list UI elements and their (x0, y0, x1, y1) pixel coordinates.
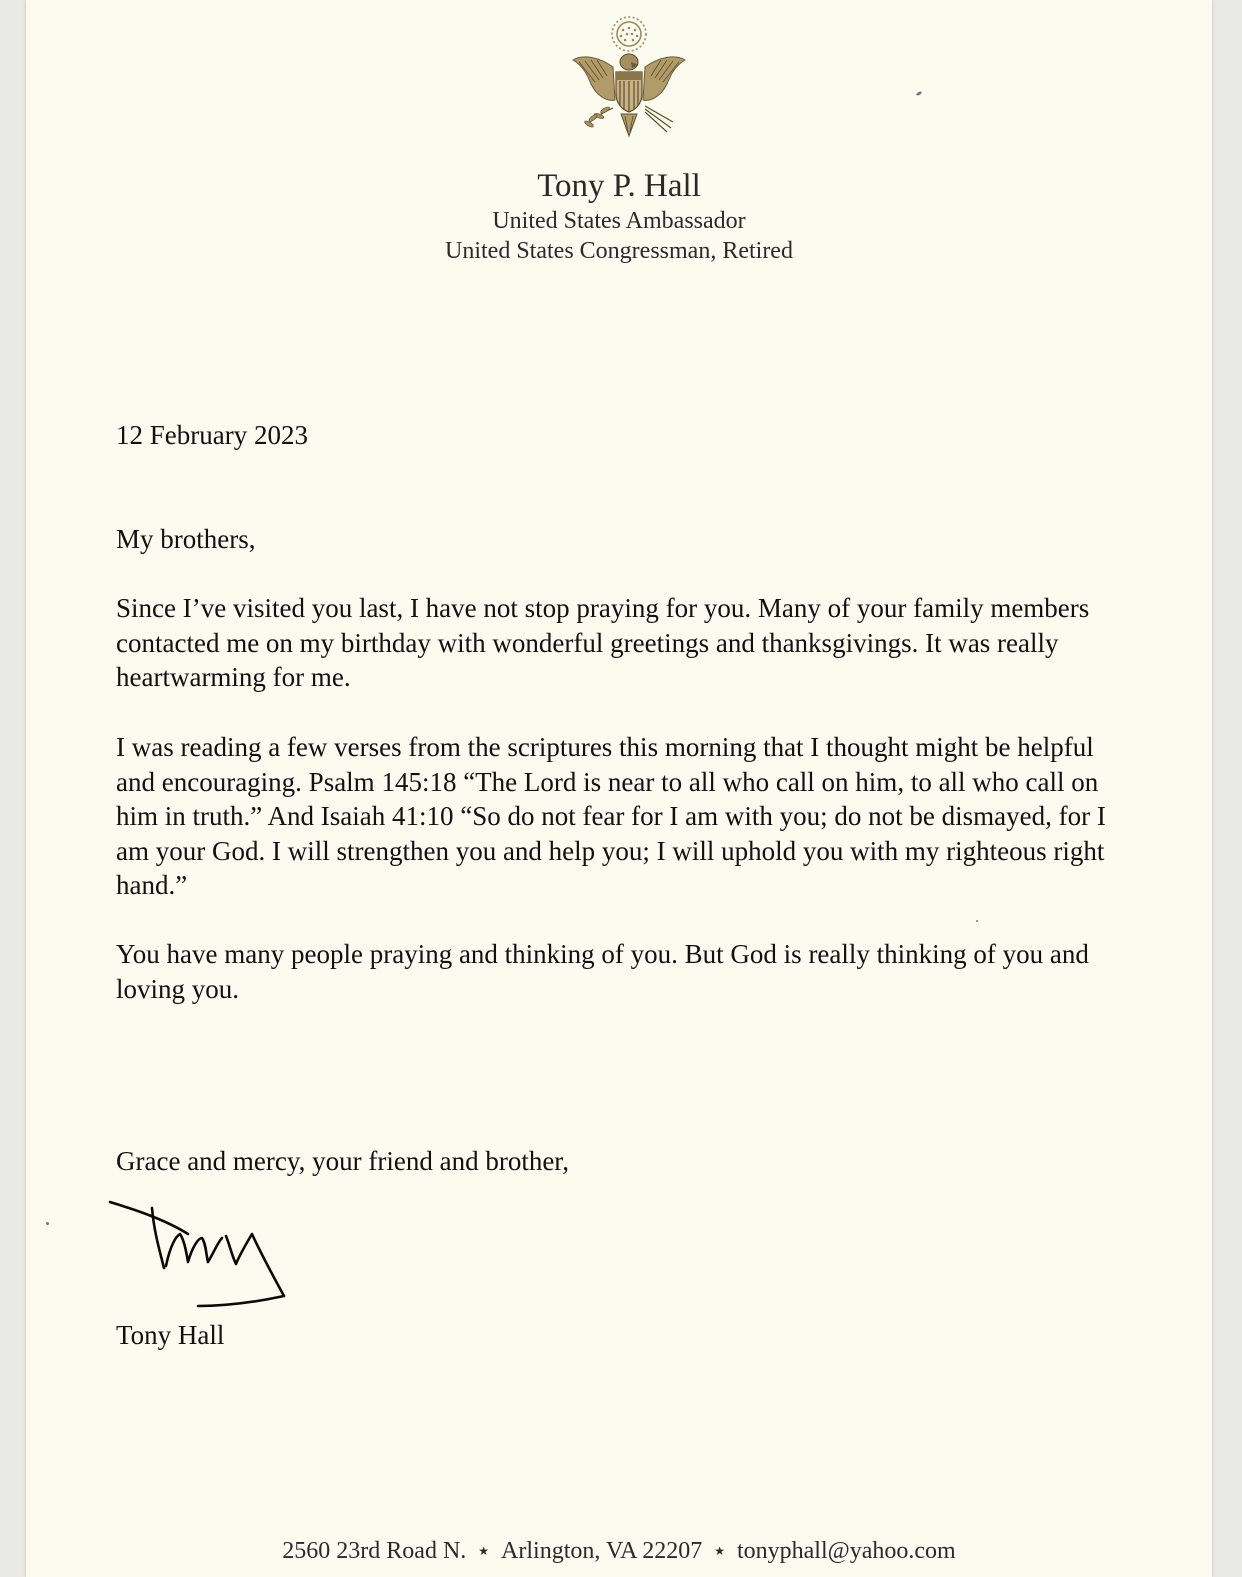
paper-speck (976, 920, 978, 922)
letter-date: 12 February 2023 (116, 420, 308, 450)
paper-speck (916, 91, 923, 97)
footer-star-separator: ★ (478, 1544, 490, 1558)
letterhead-name: Tony P. Hall (537, 168, 701, 204)
letter-paragraph: I was reading a few verses from the scriptures this morning that I thought might be helpful and encouraging. Psalm 145:18 “The Lord is near to all who call on him, to all who call on him in truth.” And Isaiah 41:10 “So do not fear for I am with you; do not be dismayed, for I am your God. I will strengthen you and help you; I will uphold you with my righteous right hand.” (116, 732, 1106, 900)
signed-name: Tony Hall (116, 1320, 225, 1350)
letter-paragraph: Since I’ve visited you last, I have not stop praying for you. Many of your family members contacted me on my birthday with wonderful greetings and thanksgivings. It was really heartwarming for me. (116, 593, 1090, 692)
letterhead-title-congressman: United States Congressman, Retired (445, 238, 793, 264)
paper-speck (46, 1222, 49, 1225)
letterhead-footer (26, 1538, 1212, 1565)
letterhead-title-ambassador: United States Ambassador (492, 208, 746, 234)
handwritten-signature (106, 1192, 306, 1317)
great-seal-eagle-icon (569, 12, 689, 147)
letter-paragraph: You have many people praying and thinking of you. But God is really thinking of you and loving you. (116, 939, 1089, 1004)
footer-email: tonyphall@yahoo.com (736, 1538, 956, 1564)
footer-star-separator: ★ (714, 1544, 725, 1558)
letter-closing: Grace and mercy, your friend and brother, (116, 1146, 569, 1176)
letter-page (26, 0, 1212, 1577)
footer-address: 2560 23rd Road N. (282, 1538, 467, 1564)
footer-city: Arlington, VA 22207 (501, 1538, 703, 1564)
letter-salutation: My brothers, (116, 524, 256, 554)
